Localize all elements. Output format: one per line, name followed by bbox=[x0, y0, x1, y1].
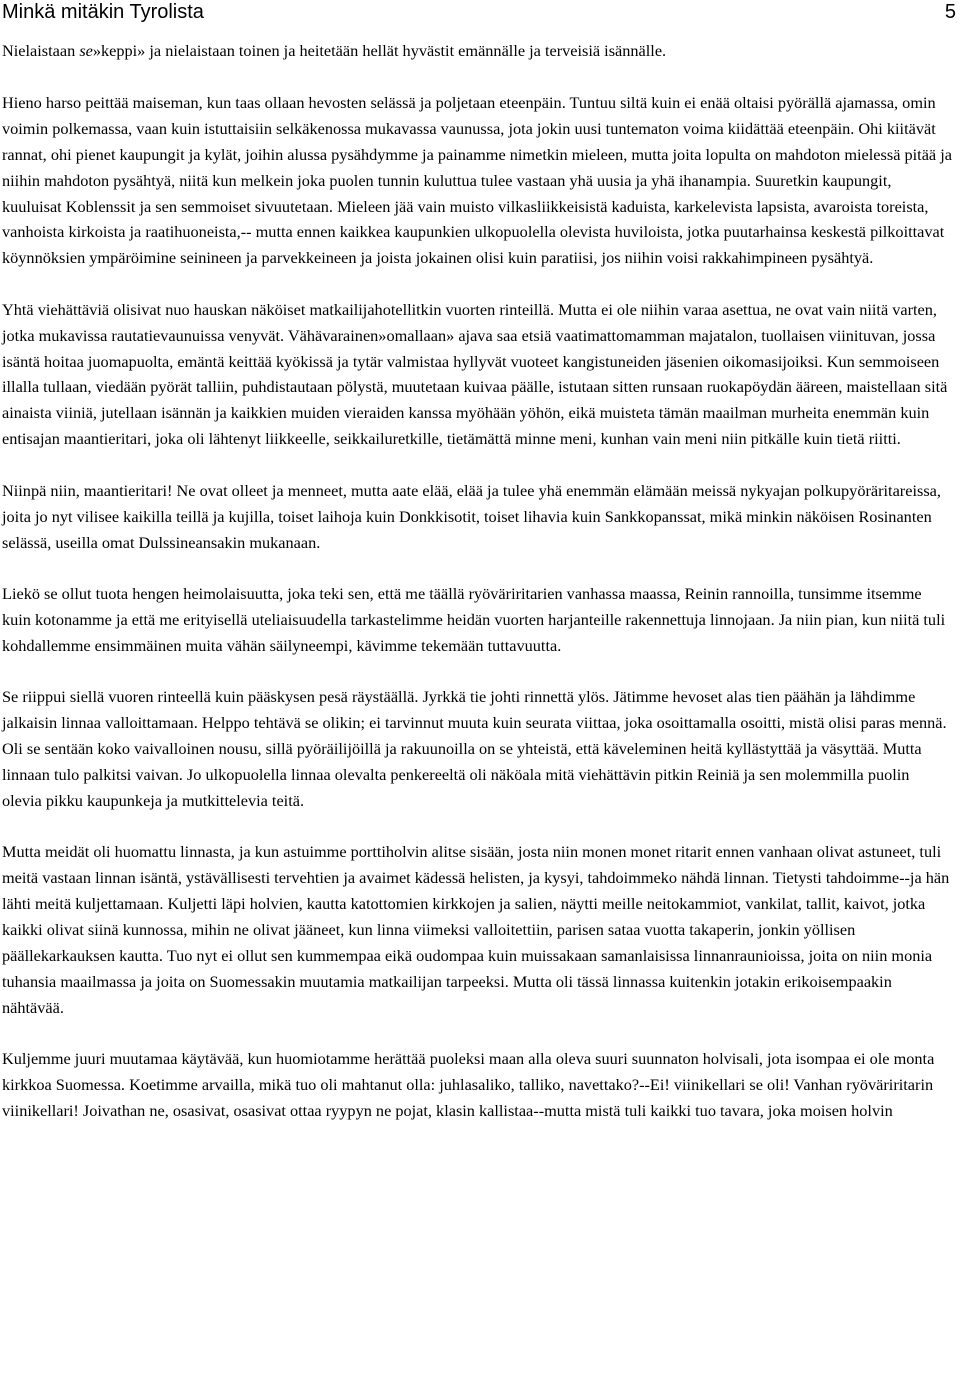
paragraph: Mutta meidät oli huomattu linnasta, ja kun astuimme porttiholvin alitse sisään, josta niin monen monet ritarit ennen vanhaan olivat astuneet, tuli meitä vastaan linnan isäntä, ystävällisesti tervehtien ja avaimet kädessä helisten, ja kysyi, tahdoimmeko nähdä linnan. Tietysti tahdoimme--ja hän lähti meitä kuljettamaan. Kuljetti läpi holvien, kautta katottomien kirkkojen ja salien, näytti meille neitokammiot, vankilat, tallit, kaivot, jotka kaikki olivat siinä kunnossa, mihin ne olivat jääneet, kun linna viimeksi valloitettiin, parisen sataa vuotta takaperin, jonkin yöllisen päällekarkauksen kautta. Tuo nyt ei ollut sen kummempaa eikä oudompaa kuin muissakaan samanlaisissa linnanraunioissa, joita on niin monia tuhansia maailmassa ja joita on Suomessakin muutamia matkailijan tarpeeksi. Mutta oli tässä linnassa kuitenkin jotakin erikoisempaakin nähtävää. bbox=[2, 842, 950, 1017]
page-title: Minkä mitäkin Tyrolista bbox=[2, 1, 204, 23]
paragraph: Hieno harso peittää maiseman, kun taas ollaan hevosten selässä ja poljetaan eteenpäin. Tuntuu siltä kuin ei enää oltaisi pyörällä ajamassa, omin voimin polkemassa, vaan kuin istuttaisiin selkäkenossa mukavassa vaunussa, jota jokin uusi tuntematon voima kiidättää eteenpäin. Ohi kiitävät rannat, ohi pienet kaupungit ja kylät, joihin alussa pysähdymme ja painamme nimetkin mieleen, mutta joita lopulta on mahdoton mielessä pitää ja niihin mahdoton pysähtyä, niitä kun melkein joka puolen tunnin kuluttua tulee vastaan yhä uusia ja yhä ihanampia. Suuretkin kaupungit, kuuluisat Koblenssit ja sen semmoiset sivuutetaan. Mieleen jää vain muisto vilkasliikkeisistä kaduista, karkelevista lapsista, avaroista toreista, vanhoista kirkoista ja raatihuoneista,-- mutta ennen kaikkea kaupunkien ulkopuolella olevista huviloista, jotka puutarhainsa keskestä pilkoittavat köynnöksien ympäröimine seinineen ja parvekkeineen ja joista jokainen olisi kuin paratiisi, jos niihin voisi rakkahimpineen pysähtyä. bbox=[2, 92, 952, 268]
paragraph: Kuljemme juuri muutamaa käytävää, kun huomiotamme herättää puoleksi maan alla oleva suuri suunnaton holvisali, jota isompaa ei ole monta kirkkoa Suomessa. Koetimme arvailla, mikä tuo oli mahtanut olla: juhlasaliko, talliko, navettako?--Ei! viinikellari se oli! Vanhan ryöväriritarin viinikellari! Joivathan ne, osasivat, osasivat ottaa ryypyn ne pojat, klasin kallistaa--mutta mistä tuli kaikki tuo tavara, joka moisen holvin bbox=[2, 1049, 935, 1120]
page-header bbox=[2, 0, 958, 26]
paragraph-text: »keppi» ja nielaistaan toinen ja heitetään hellät hyvästit emännälle ja terveisiä isännälle. bbox=[92, 41, 667, 60]
page-number: 5 bbox=[944, 1, 956, 23]
paragraph: Niinpä niin, maantieritari! Ne ovat olleet ja menneet, mutta aate elää, elää ja tulee yhä enemmän elämään meissä nykyajan polkupyöräritareissa, joita jo nyt vilisee kaikilla teillä ja kujilla, toiset laihoja kuin Donkkisotit, toiset lihavia kuin Sankkopanssat, mikä minkin näköisen Rosinanten selässä, useilla omat Dulssineansakin mukanaan. bbox=[2, 480, 941, 552]
paragraph: Yhtä viehättäviä olisivat nuo hauskan näköiset matkailijahotellitkin vuorten rinteillä. Mutta ei ole niihin varaa asettua, ne ovat vain niitä varten, jotka mukavissa rautatievaunuissa venyvät. Vähävarainen»omallaan» ajava saa etsiä vaatimattomamman majatalon, tuollaisen viinituvan, jossa isäntä hoitaa juomapuolta, emäntä keittää kyökissä ja tytär valmistaa hyllyvät vuoteet kangistuneiden jäsenien oikomasijoiksi. Kun semmoiseen illalla tullaan, viedään pyörät talliin, puhdistautaan pölystä, muutetaan kuivaa päälle, istutaan sitten runsaan ruokapöydän ääreen, maistellaan sitä ainaista viiniä, jutellaan isännän ja kaikkien muiden vieraiden kanssa myöhään yöhön, eikä muisteta tämän maailman murheita enemmän kuin entisajan maantieritari, joka oli lähtenyt liikkeelle, seikkailuretkille, tietämättä minne meni, kunhan vain meni niin pitkälle kuin tietä riitti. bbox=[2, 299, 948, 449]
paragraph: Liekö se ollut tuota hengen heimolaisuutta, joka teki sen, että me täällä ryöväriritarien vanhassa maassa, Reinin rannoilla, tunsimme itsemme kuin kotonamme ja että me erityisellä uteliaisuudella tarkastelimme heidän vuorten harjanteille rakennettuja linnojaan. Ja niin pian, kun niitä tuli kohdallemme ensimmäinen muita vähän säilyneempi, kävimme tekemään tuttavuutta. bbox=[2, 583, 946, 655]
emphasis-text: se bbox=[79, 41, 93, 60]
paragraph bbox=[2, 38, 952, 64]
paragraph-text: Nielaistaan bbox=[2, 41, 80, 60]
document-body bbox=[2, 38, 952, 1149]
paragraph: Se riippui siellä vuoren rinteellä kuin pääskysen pesä räystäällä. Jyrkkä tie johti rinnettä ylös. Jätimme hevoset alas tien päähän ja lähdimme jalkaisin linnaa valloittamaan. Helppo tehtävä se olikin; ei tarvinnut muuta kuin seurata viittaa, joka osoittamalla osoitti, mistä olisi paras mennä. Oli se sentään koko vaivalloinen nousu, sillä pyöräilijöillä ja rakuunoilla on se yhteistä, että käveleminen heitä kyllästyttää ja väsyttää. Mutta linnaan tulo palkitsi vaivan. Jo ulkopuolella linnaa olevalta penkereeltä oli näköala mitä viehättävin pitkin Reiniä ja sen molemmilla puolin olevia pikku kaupunkeja ja mutkittelevia teitä. bbox=[2, 687, 947, 810]
